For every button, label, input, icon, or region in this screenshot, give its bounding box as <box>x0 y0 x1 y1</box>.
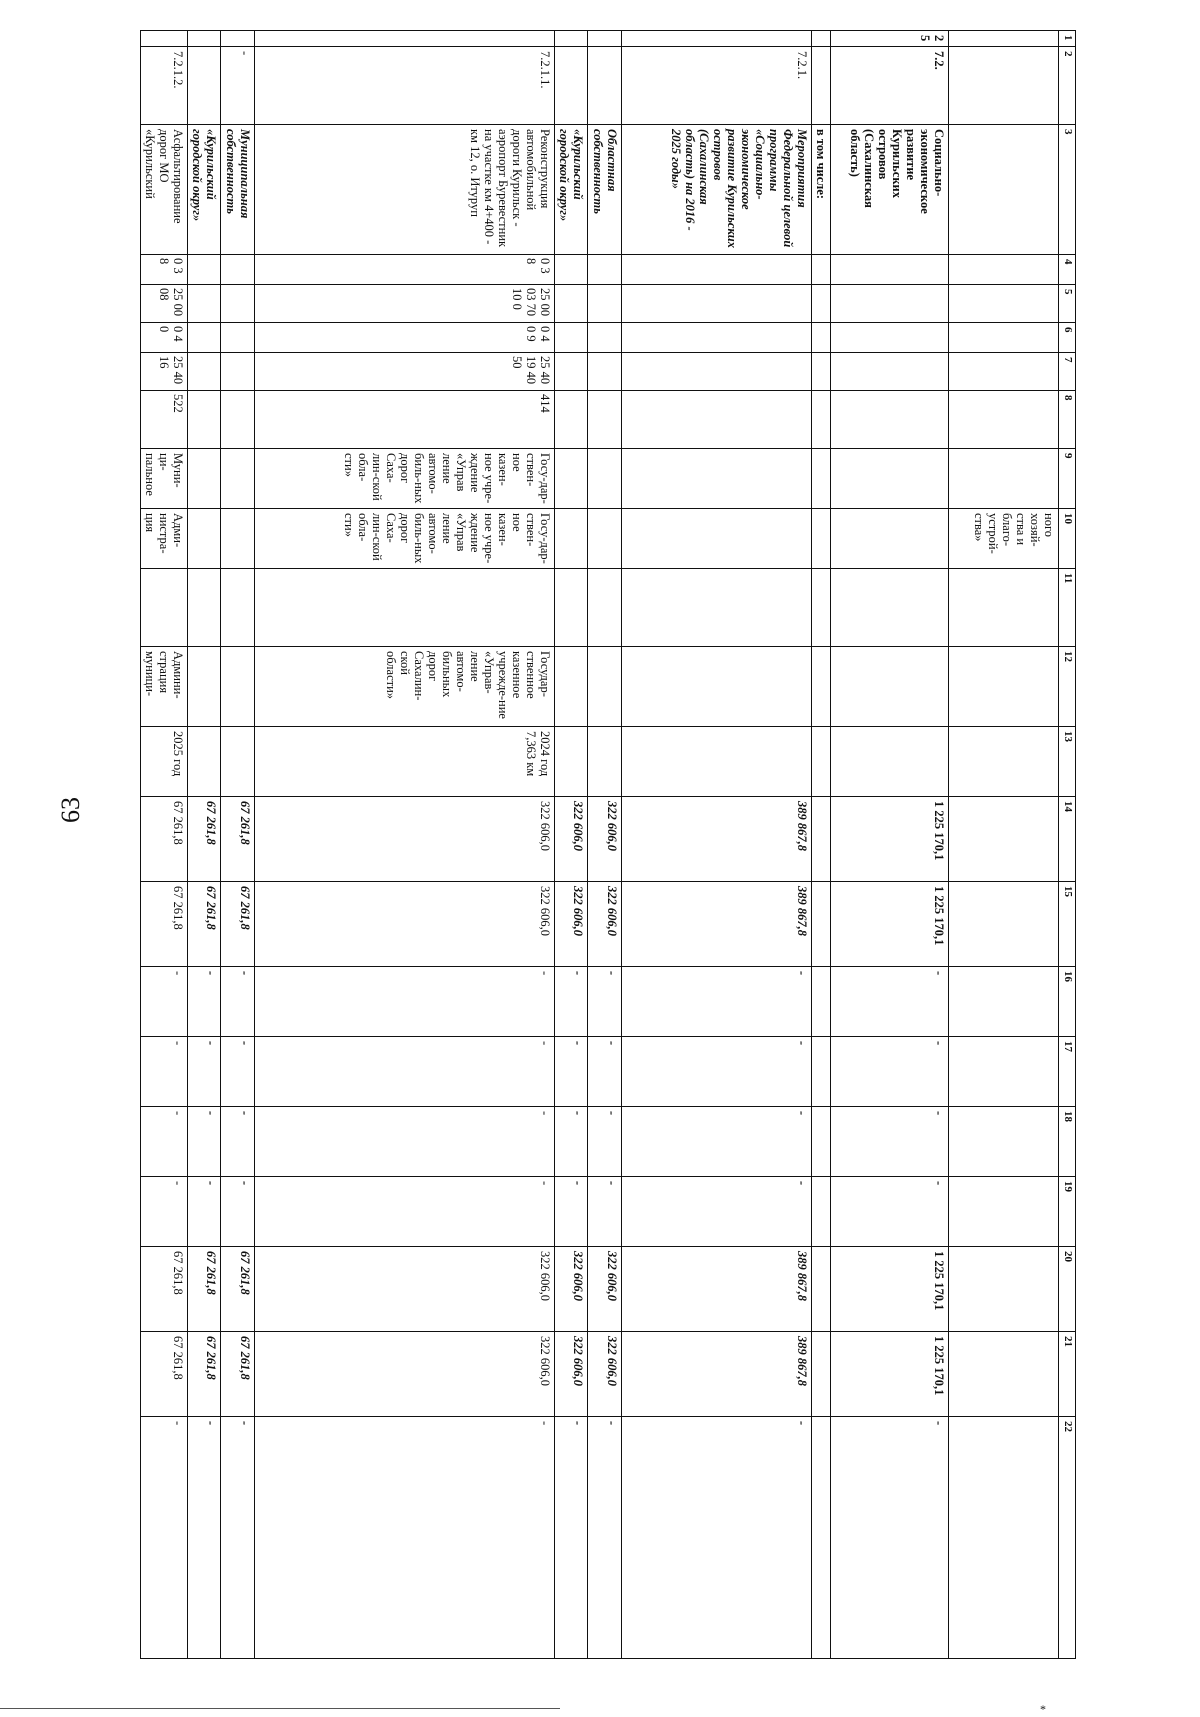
table-cell: - <box>221 1037 255 1107</box>
table-cell: 7.2.1.2. <box>141 47 188 125</box>
table-cell <box>188 323 221 353</box>
footer-line <box>0 1708 560 1709</box>
table-cell: Муниципальная собственность <box>221 125 255 255</box>
table-cell: - <box>188 1037 221 1107</box>
table-cell: 322 606,0 <box>588 1247 622 1332</box>
table-cell <box>588 569 622 647</box>
column-number: 20 <box>1059 1247 1076 1332</box>
table-cell: - <box>188 1417 221 1659</box>
table-cell <box>812 255 831 285</box>
table-cell <box>188 509 221 569</box>
table-row <box>555 31 588 1659</box>
table-cell: 67 261,8 <box>221 1247 255 1332</box>
table-cell <box>622 353 812 391</box>
table-cell <box>188 255 221 285</box>
column-number: 8 <box>1059 391 1076 449</box>
table-cell: Мероприятия Федеральной целевой программы «Социально-экономическое развитие Курильских островов (Сахалинская область) на 2016 - 2025 годы» <box>622 125 812 255</box>
table-cell: 322 606,0 <box>555 1247 588 1332</box>
table-cell <box>588 727 622 797</box>
table-cell <box>949 1332 1059 1417</box>
table-cell <box>812 882 831 967</box>
column-number-row <box>1059 31 1076 1659</box>
table-cell <box>812 323 831 353</box>
table-cell: 1 225 170,1 <box>831 797 949 882</box>
table-cell: - <box>555 1177 588 1247</box>
table-cell: «Курильский городской округ» <box>188 125 221 255</box>
rotated-page <box>143 30 1076 1658</box>
table-cell <box>221 31 255 47</box>
table-cell: - <box>555 1417 588 1659</box>
table-cell: 1 225 170,1 <box>831 1332 949 1417</box>
table-cell <box>949 1247 1059 1332</box>
table-cell <box>221 449 255 509</box>
table-cell: Реконструкция автомобильной дороги Курильск - аэропорт Буревестник на участке км 4+400 - км 12, о. Итуруп <box>255 125 555 255</box>
table-cell <box>141 569 188 647</box>
table-cell: Госу-дар-ствен-ное казен-ное учре-ждение «Управ ление автомо-биль-ных дорог Саха-лин-ской обла-сти» <box>255 449 555 509</box>
column-number: 11 <box>1059 569 1076 647</box>
column-number: 16 <box>1059 967 1076 1037</box>
table-cell: Муни-ци-пальное <box>141 449 188 509</box>
table-cell: Областная собственность <box>588 125 622 255</box>
table-cell <box>831 285 949 323</box>
table-cell <box>949 647 1059 727</box>
table-cell <box>949 1037 1059 1107</box>
table-cell <box>949 1107 1059 1177</box>
table-cell: 7.2.1.1. <box>255 47 555 125</box>
table-cell <box>555 353 588 391</box>
table-cell: 67 261,8 <box>141 1247 188 1332</box>
table-cell <box>588 509 622 569</box>
table-cell <box>555 255 588 285</box>
table-cell: - <box>831 1417 949 1659</box>
table-cell <box>949 47 1059 125</box>
table-cell: 67 261,8 <box>188 1247 221 1332</box>
table-body <box>141 31 1076 1659</box>
table-cell <box>812 797 831 882</box>
table-cell <box>188 285 221 323</box>
table-cell: 7.2.1. <box>622 47 812 125</box>
table-cell <box>588 353 622 391</box>
table-cell <box>949 967 1059 1037</box>
table-cell: 322 606,0 <box>588 797 622 882</box>
table-cell <box>555 31 588 47</box>
table-cell <box>831 391 949 449</box>
table-cell: 25 00 08 <box>141 285 188 323</box>
table-cell: 389 867,8 <box>622 882 812 967</box>
table-cell: 2 5 <box>831 31 949 47</box>
table-cell <box>831 647 949 727</box>
table-cell: 0 3 8 <box>141 255 188 285</box>
table-cell <box>949 125 1059 255</box>
table-cell <box>622 569 812 647</box>
table-cell <box>812 1037 831 1107</box>
table-cell: - <box>255 1417 555 1659</box>
table-cell: Социально-экономическое развитие Курильских островов (Сахалинская область) <box>831 125 949 255</box>
table-cell: - <box>555 967 588 1037</box>
table-cell <box>812 569 831 647</box>
table-cell <box>812 1247 831 1332</box>
table-cell <box>949 285 1059 323</box>
column-number: 6 <box>1059 323 1076 353</box>
table-cell: 2025 год <box>141 727 188 797</box>
table-cell <box>221 323 255 353</box>
table-cell: 389 867,8 <box>622 1332 812 1417</box>
table-cell <box>831 727 949 797</box>
table-cell <box>812 353 831 391</box>
table-cell: 522 <box>141 391 188 449</box>
column-number: 18 <box>1059 1107 1076 1177</box>
table-cell <box>622 647 812 727</box>
table-cell: 322 606,0 <box>255 882 555 967</box>
table-cell <box>949 31 1059 47</box>
table-cell: - <box>188 1177 221 1247</box>
investment-table <box>140 30 1076 1659</box>
table-cell <box>588 391 622 449</box>
column-number: 19 <box>1059 1177 1076 1247</box>
table-cell <box>812 1107 831 1177</box>
column-number: 1 <box>1059 31 1076 47</box>
table-cell <box>812 727 831 797</box>
table-cell <box>555 449 588 509</box>
table-cell: - <box>622 1177 812 1247</box>
table-cell <box>588 449 622 509</box>
table-cell: Государ-ственное казенное учрежде-ние «Управ-ление автомо-бильных дорог Сахалин-ской области» <box>255 647 555 727</box>
table-cell: 2024 год 7,363 км <box>255 727 555 797</box>
table-cell <box>949 882 1059 967</box>
table-row <box>622 31 812 1659</box>
table-cell: 322 606,0 <box>255 1247 555 1332</box>
table-cell <box>255 31 555 47</box>
table-cell <box>588 47 622 125</box>
column-number: 14 <box>1059 797 1076 882</box>
table-cell: 67 261,8 <box>188 882 221 967</box>
table-cell: 67 261,8 <box>221 882 255 967</box>
table-cell: - <box>221 1417 255 1659</box>
table-cell <box>188 391 221 449</box>
table-cell <box>188 353 221 391</box>
table-cell <box>622 255 812 285</box>
column-number: 3 <box>1059 125 1076 255</box>
table-cell <box>188 727 221 797</box>
table-cell: - <box>588 967 622 1037</box>
table-cell <box>188 47 221 125</box>
column-number: 21 <box>1059 1332 1076 1417</box>
table-cell <box>221 727 255 797</box>
table-cell <box>555 391 588 449</box>
table-cell: 67 261,8 <box>221 1332 255 1417</box>
table-cell <box>812 1177 831 1247</box>
table-cell: - <box>141 967 188 1037</box>
table-cell: Госу-дар-ствен-ное казен-ное учре-ждение «Управ ление автомо-биль-ных дорог Саха-лин-ской обла-сти» <box>255 509 555 569</box>
table-cell <box>812 509 831 569</box>
table-cell: 322 606,0 <box>255 797 555 882</box>
table-cell <box>555 47 588 125</box>
table-cell <box>555 569 588 647</box>
table-cell: - <box>831 1037 949 1107</box>
table-cell: - <box>255 1177 555 1247</box>
table-cell: Адми-нистра-ция <box>141 509 188 569</box>
table-cell: - <box>188 967 221 1037</box>
table-cell: 25 00 03 70 10 0 <box>255 285 555 323</box>
table-cell: - <box>188 1107 221 1177</box>
table-cell: 67 261,8 <box>221 797 255 882</box>
table-cell <box>949 1417 1059 1659</box>
table-cell <box>949 727 1059 797</box>
table-cell: - <box>141 1177 188 1247</box>
table-row <box>188 31 221 1659</box>
table-cell <box>812 285 831 323</box>
table-row <box>812 31 831 1659</box>
table-row <box>221 31 255 1659</box>
table-cell: - <box>831 1107 949 1177</box>
table-cell <box>221 353 255 391</box>
table-cell: 25 40 19 40 50 <box>255 353 555 391</box>
table-cell <box>812 449 831 509</box>
column-number: 9 <box>1059 449 1076 509</box>
table-cell: 67 261,8 <box>141 1332 188 1417</box>
table-cell: «Курильский городской округ» <box>555 125 588 255</box>
table-cell: 322 606,0 <box>588 882 622 967</box>
table-cell <box>588 31 622 47</box>
table-cell: 7.2. <box>831 47 949 125</box>
column-number: 13 <box>1059 727 1076 797</box>
table-cell <box>831 509 949 569</box>
column-number: 5 <box>1059 285 1076 323</box>
table-cell <box>949 449 1059 509</box>
table-cell <box>831 449 949 509</box>
table-cell: 0 4 0 <box>141 323 188 353</box>
table-cell: 1 225 170,1 <box>831 1247 949 1332</box>
table-cell: - <box>255 967 555 1037</box>
table-row <box>831 31 949 1659</box>
table-cell <box>622 727 812 797</box>
table-cell <box>949 323 1059 353</box>
table-cell: - <box>141 1417 188 1659</box>
table-cell <box>949 797 1059 882</box>
table-cell: 0 3 8 <box>255 255 555 285</box>
column-number: 15 <box>1059 882 1076 967</box>
table-cell <box>831 255 949 285</box>
table-cell <box>949 391 1059 449</box>
table-cell: 322 606,0 <box>555 1332 588 1417</box>
table-cell: - <box>588 1177 622 1247</box>
table-cell <box>949 353 1059 391</box>
table-cell <box>588 255 622 285</box>
table-cell <box>188 449 221 509</box>
table-row <box>141 31 188 1659</box>
table-cell: - <box>141 1107 188 1177</box>
table-cell <box>555 509 588 569</box>
table-cell: в том числе: <box>812 125 831 255</box>
table-cell <box>188 31 221 47</box>
table-cell <box>812 1332 831 1417</box>
table-cell <box>812 1417 831 1659</box>
table-cell <box>221 285 255 323</box>
table-cell: - <box>221 967 255 1037</box>
footer-mark: * <box>1040 1702 1046 1716</box>
column-number: 22 <box>1059 1417 1076 1659</box>
table-cell: 67 261,8 <box>141 797 188 882</box>
table-cell: 322 606,0 <box>555 882 588 967</box>
table-cell: - <box>141 1037 188 1107</box>
table-cell <box>221 569 255 647</box>
table-cell: 389 867,8 <box>622 1247 812 1332</box>
table-cell: - <box>622 1107 812 1177</box>
table-cell <box>255 569 555 647</box>
table-cell: 25 40 16 <box>141 353 188 391</box>
table-cell: 389 867,8 <box>622 797 812 882</box>
table-cell <box>188 647 221 727</box>
table-cell <box>812 647 831 727</box>
table-cell <box>831 353 949 391</box>
table-cell <box>812 391 831 449</box>
table-cell: ного хозяй-ства и благо-устрой-ства» <box>949 509 1059 569</box>
table-cell: - <box>221 1107 255 1177</box>
table-cell: Асфальтирование дорог МО «Курильский <box>141 125 188 255</box>
table-cell <box>622 391 812 449</box>
table-cell <box>949 255 1059 285</box>
column-number: 7 <box>1059 353 1076 391</box>
table-cell: - <box>221 47 255 125</box>
table-cell: - <box>255 1037 555 1107</box>
table-cell <box>949 569 1059 647</box>
table-cell <box>555 323 588 353</box>
table-row <box>588 31 622 1659</box>
table-cell: 322 606,0 <box>255 1332 555 1417</box>
table-cell <box>812 31 831 47</box>
table-cell <box>588 285 622 323</box>
table-cell <box>949 1177 1059 1247</box>
table-cell <box>588 647 622 727</box>
table-cell <box>555 285 588 323</box>
table-cell <box>141 31 188 47</box>
column-number: 2 <box>1059 47 1076 125</box>
column-number: 10 <box>1059 509 1076 569</box>
table-cell: - <box>221 1177 255 1247</box>
table-cell: - <box>831 1177 949 1247</box>
table-cell: 0 4 0 9 <box>255 323 555 353</box>
table-cell <box>812 967 831 1037</box>
table-cell: 67 261,8 <box>188 797 221 882</box>
table-cell <box>555 647 588 727</box>
column-number: 12 <box>1059 647 1076 727</box>
table-cell: 414 <box>255 391 555 449</box>
table-cell: 67 261,8 <box>188 1332 221 1417</box>
table-cell <box>622 509 812 569</box>
table-cell: 322 606,0 <box>555 797 588 882</box>
table-cell <box>588 323 622 353</box>
table-cell <box>622 31 812 47</box>
table-cell <box>622 449 812 509</box>
table-cell <box>812 47 831 125</box>
table-cell: - <box>588 1107 622 1177</box>
table-cell: 1 225 170,1 <box>831 882 949 967</box>
table-cell <box>188 569 221 647</box>
table-cell: - <box>831 967 949 1037</box>
table-cell: - <box>622 1417 812 1659</box>
table-cell: - <box>255 1107 555 1177</box>
table-cell <box>831 323 949 353</box>
table-cell: - <box>555 1107 588 1177</box>
table-cell: Админи-страция муници- <box>141 647 188 727</box>
table-cell <box>221 255 255 285</box>
column-number: 17 <box>1059 1037 1076 1107</box>
table-row <box>949 31 1059 1659</box>
table-cell: - <box>588 1417 622 1659</box>
table-cell: - <box>555 1037 588 1107</box>
column-number: 4 <box>1059 255 1076 285</box>
table-cell <box>622 285 812 323</box>
table-cell <box>221 391 255 449</box>
table-cell: - <box>622 1037 812 1107</box>
table-cell <box>221 509 255 569</box>
table-cell: 322 606,0 <box>588 1332 622 1417</box>
table-cell <box>221 647 255 727</box>
page-number: 63 <box>56 797 85 823</box>
table-cell: - <box>588 1037 622 1107</box>
table-row <box>255 31 555 1659</box>
table-cell <box>622 323 812 353</box>
table-cell <box>555 727 588 797</box>
table-cell: 67 261,8 <box>141 882 188 967</box>
table-cell <box>831 569 949 647</box>
table-cell: - <box>622 967 812 1037</box>
